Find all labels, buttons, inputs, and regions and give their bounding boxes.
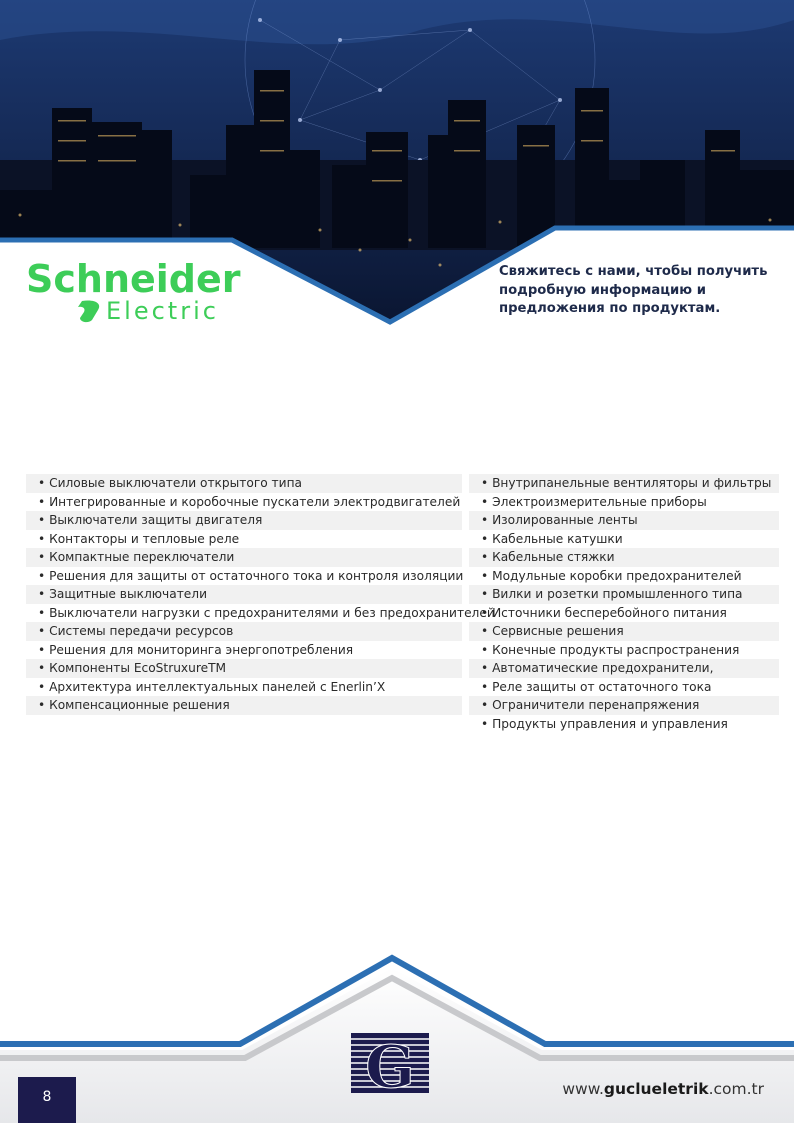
list-item: • Ограничители перенапряжения [469,696,779,715]
list-item: • Интегрированные и коробочные пускатели электродвигателей [38,494,461,509]
list-item: • Внутрипанельные вентиляторы и фильтры [469,474,779,493]
list-item: • Модульные коробки предохранителей [481,568,742,583]
list-item: • Реле защиты от остаточного тока [481,679,712,694]
list-item: • Архитектура интеллектуальных панелей с Enerlin’X [38,679,386,694]
list-item: • Защитные выключатели [26,585,462,604]
list-item: • Источники бесперебойного питания [481,605,727,620]
products-list-right [469,474,779,733]
list-item: • Кабельные стяжки [469,548,779,567]
list-item: • Автоматические предохранители, [469,659,779,678]
contact-tagline: Свяжитесь с нами, чтобы получить подробную информацию и предложения по продуктам. [499,264,768,316]
list-item: • Контакторы и тепловые реле [38,531,240,546]
list-item: • Вилки и розетки промышленного типа [469,585,779,604]
list-item: • Электроизмерительные приборы [481,494,707,509]
guclu-g-logo-icon [351,1033,429,1101]
svg-text:G: G [365,1033,415,1101]
list-item: • Решения для мониторинга энергопотребления [38,642,354,657]
list-item: • Силовые выключатели открытого типа [26,474,462,493]
list-item: • Изолированные ленты [469,511,779,530]
products-list-left [26,474,495,715]
website-url[interactable] [562,1080,764,1098]
list-item: • Сервисные решения [469,622,779,641]
list-item: • Выключатели защиты двигателя [26,511,462,530]
list-item: • Кабельные катушки [481,531,623,546]
logo-line-1: Schneider [26,258,241,301]
website-name: guclueletrik [603,1080,709,1098]
list-item: • Выключатели нагрузки с предохранителями и без предохранителей [38,605,495,620]
list-item: • Компоненты EcoStruxureTM [26,659,462,678]
schneider-electric-logo [26,258,241,328]
list-item: • Компактные переключатели [26,548,462,567]
logo-line-2: Electric [106,297,219,324]
page-number: 8 [18,1077,76,1123]
list-item: • Продукты управления и управления [481,716,728,731]
list-item: • Конечные продукты распространения [481,642,740,657]
list-item: • Компенсационные решения [26,696,462,715]
schneider-s-mark-icon [78,301,99,323]
website-suffix: .com.tr [708,1080,764,1098]
list-item: • Системы передачи ресурсов [26,622,462,641]
website-prefix: www. [562,1080,604,1098]
list-item: • Решения для защиты от остаточного тока и контроля изоляции [38,568,464,583]
